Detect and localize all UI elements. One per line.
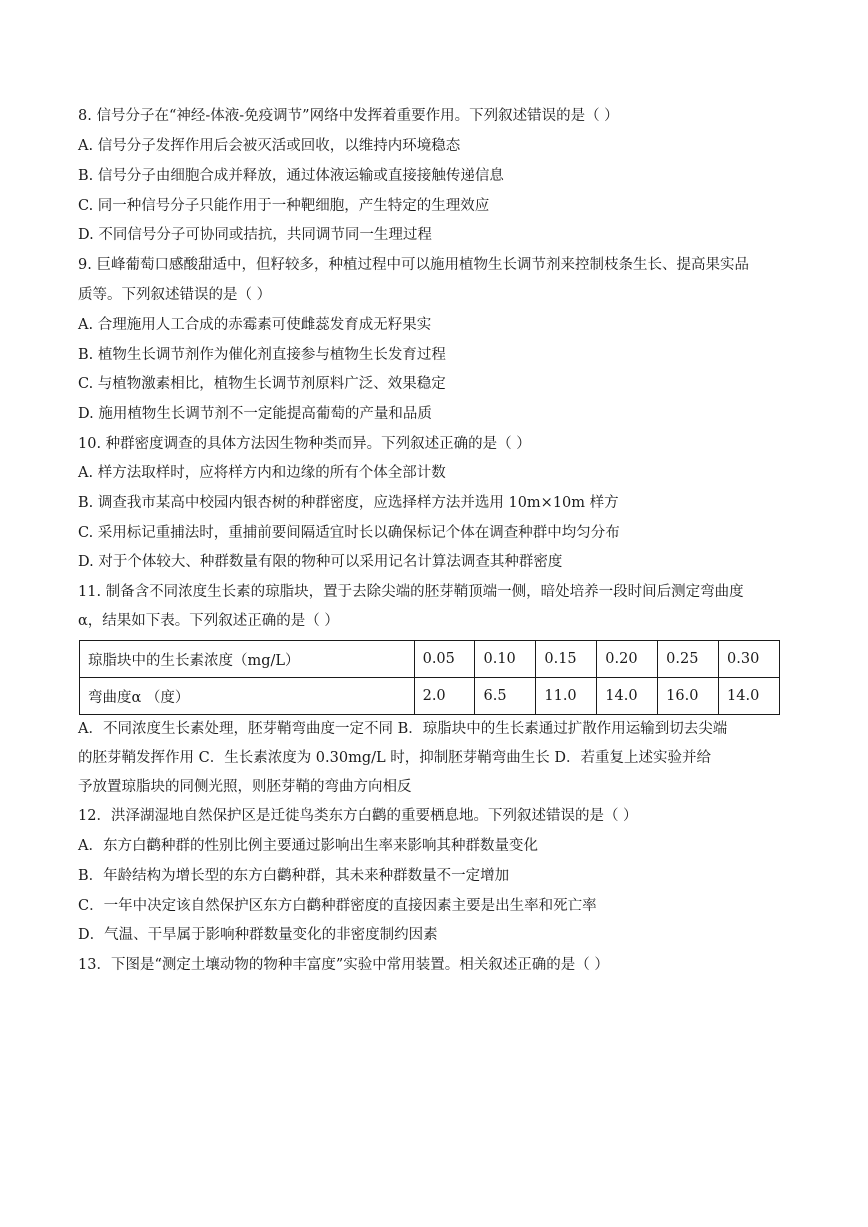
question-9-option-a: A. 合理施用人工合成的赤霉素可使雌蕊发育成无籽果实 (78, 317, 432, 333)
question-10-option-c: C. 采用标记重捕法时，重捕前要间隔适宜时长以确保标记个体在调查种群中均匀分布 (78, 525, 620, 541)
question-9-option-c: C. 与植物激素相比，植物生长调节剂原料广泛、效果稳定 (78, 376, 446, 392)
concentration-cell: 0.10 (475, 641, 536, 678)
question-12-stem: 12．洪泽湖湿地自然保护区是迁徙鸟类东方白鹳的重要栖息地。下列叙述错误的是（ ） (78, 808, 638, 824)
question-9-stem-line1: 9. 巨峰葡萄口感酸甜适中，但籽较多，种植过程中可以施用植物生长调节剂来控制枝条生长、提高果实品 (78, 257, 749, 273)
table-row (80, 678, 780, 715)
question-8-option-a: A. 信号分子发挥作用后会被灭活或回收，以维持内环境稳态 (78, 138, 461, 154)
question-9-option-b: B. 植物生长调节剂作为催化剂直接参与植物生长发育过程 (78, 347, 446, 363)
question-11-stem-line1: 11. 制备含不同浓度生长素的琼脂块，置于去除尖端的胚芽鞘顶端一侧，暗处培养一段时间后测定弯曲度 (78, 584, 744, 600)
concentration-cell: 0.15 (536, 641, 597, 678)
curvature-cell: 2.0 (414, 678, 475, 715)
question-12-option-a: A．东方白鹳种群的性别比例主要通过影响出生率来影响其种群数量变化 (78, 838, 538, 854)
question-9-stem-line2: 质等。下列叙述错误的是（ ） (78, 287, 272, 303)
question-11-options-line2: 的胚芽鞘发挥作用 C．生长素浓度为 0.30mg/L 时，抑制胚芽鞘弯曲生长 D．若重复上述实验并给 (78, 750, 711, 766)
curvature-cell: 6.5 (475, 678, 536, 715)
question-11-options-line3: 予放置琼脂块的同侧光照，则胚芽鞘的弯曲方向相反 (78, 779, 412, 795)
question-12-option-b: B．年龄结构为增长型的东方白鹳种群，其未来种群数量不一定增加 (78, 868, 510, 884)
concentration-cell: 0.20 (597, 641, 658, 678)
question-10-option-a: A. 样方法取样时，应将样方内和边缘的所有个体全部计数 (78, 465, 446, 481)
concentration-cell: 0.30 (719, 641, 780, 678)
question-12-option-d: D．气温、干旱属于影响种群数量变化的非密度制约因素 (78, 927, 438, 943)
question-13-stem: 13．下图是“测定土壤动物的物种丰富度”实验中常用装置。相关叙述正确的是（ ） (78, 957, 609, 973)
auxin-results-table (79, 640, 780, 715)
curvature-cell: 14.0 (597, 678, 658, 715)
question-10-option-b: B. 调查我市某高中校园内银杏树的种群密度，应选择样方法并选用 10m×10m 样方 (78, 495, 619, 511)
question-11-options-line1: A．不同浓度生长素处理，胚芽鞘弯曲度一定不同 B．琼脂块中的生长素通过扩散作用运输到切去尖端 (78, 721, 728, 737)
table-row (80, 641, 780, 678)
curvature-header: 弯曲度α （度） (80, 678, 415, 715)
question-11-stem-line2: α，结果如下表。下列叙述正确的是（ ） (78, 613, 339, 629)
curvature-cell: 14.0 (719, 678, 780, 715)
question-10-stem: 10. 种群密度调查的具体方法因生物种类而异。下列叙述正确的是（ ） (78, 436, 531, 452)
concentration-header: 琼脂块中的生长素浓度（mg/L） (80, 641, 415, 678)
curvature-cell: 16.0 (658, 678, 719, 715)
question-8-stem: 8. 信号分子在“神经-体液-免疫调节”网络中发挥着重要作用。下列叙述错误的是（ ） (78, 108, 619, 124)
concentration-cell: 0.05 (414, 641, 475, 678)
question-10-option-d: D. 对于个体较大、种群数量有限的物种可以采用记名计算法调查其种群密度 (78, 554, 563, 570)
concentration-cell: 0.25 (658, 641, 719, 678)
question-8-option-c: C. 同一种信号分子只能作用于一种靶细胞，产生特定的生理效应 (78, 198, 490, 214)
curvature-cell: 11.0 (536, 678, 597, 715)
question-12-option-c: C．一年中决定该自然保护区东方白鹳种群密度的直接因素主要是出生率和死亡率 (78, 898, 597, 914)
question-9-option-d: D. 施用植物生长调节剂不一定能提高葡萄的产量和品质 (78, 406, 432, 422)
question-8-option-b: B. 信号分子由细胞合成并释放，通过体液运输或直接接触传递信息 (78, 168, 504, 184)
question-8-option-d: D. 不同信号分子可协同或拮抗，共同调节同一生理过程 (78, 227, 432, 243)
